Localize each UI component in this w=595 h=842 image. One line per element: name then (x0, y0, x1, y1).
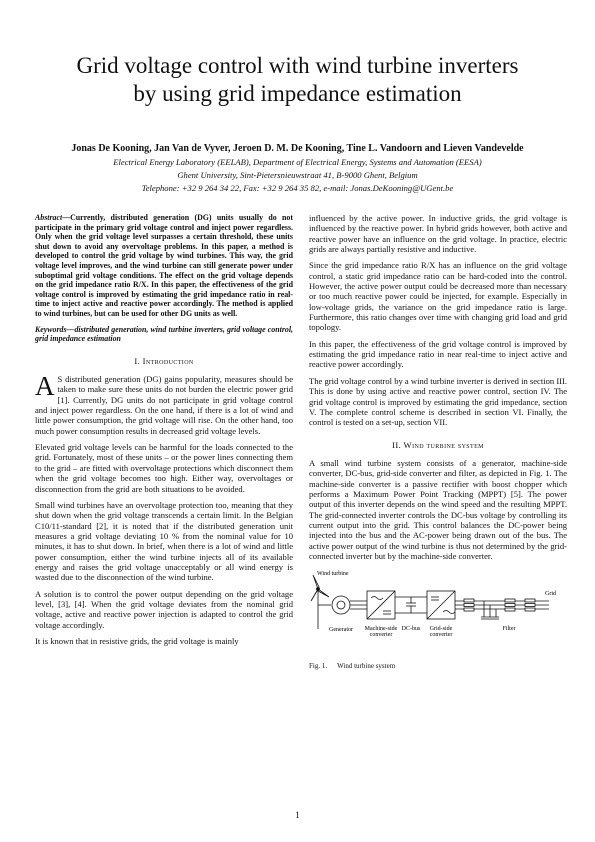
affiliation-university: Ghent University, Sint-Pietersnieuwstraat 41, B-9000 Ghent, Belgium (177, 170, 418, 180)
machine-side-converter-icon (367, 591, 395, 619)
label-grid-side-1: Grid-side (429, 626, 453, 633)
label-generator: Generator (329, 627, 353, 634)
section-heading-introduction: I. Introduction (134, 355, 194, 366)
wind-turbine-system-diagram (309, 567, 567, 659)
abstract-text: —Currently, distributed generation (DG) units usually do not participate in the primary grid voltage control and inject power regardless. Only when the grid voltage level surpasses a certain threshold, these units shut down to avoid any overvoltage problems. In this paper, a method is developed to control the grid voltage by wind turbines. This way, the grid voltage level improves, and the wind turbine can still generate power under suboptimal grid voltage conditions. The effect on the grid voltage depends on the grid impedance ratio R/X. In this paper, the effectiveness of the grid voltage control is improved by estimating the grid impedance ratio in real-time to inject active and reactive power accordingly. The method is applied to wind turbines, but can be used for other DG units as well. (35, 213, 293, 318)
author-list: Jonas De Kooning, Jan Van de Vyver, Jeroen D. M. De Kooning, Tine L. Vandoorn and Lieven Vandevelde (71, 143, 524, 154)
affiliation-contact: Telephone: +32 9 264 34 22, Fax: +32 9 264 35 82, e-mail: Jonas.DeKooning@UGent.be (141, 183, 454, 193)
abstract-label: Abstract (35, 213, 63, 222)
drop-cap: A (35, 371, 55, 402)
right-paragraph-4: The grid voltage control by a wind turbine inverter is derived in section III. This is done by using active and reactive power control, section IV. The grid voltage control is improved by estimating the grid impedance, section V. The complete control scheme is described in section VI. Finally, the control is tested on a set-up, section VII. (309, 375, 567, 428)
label-machine-side-1: Machine-side (364, 626, 398, 633)
dc-bus-icon (395, 597, 427, 613)
right-paragraph-3: In this paper, the effectiveness of the grid voltage control is improved by estimating the grid impedance ratio in near real-time to inject active and reactive power accordingly. (309, 338, 567, 370)
affiliation (30, 156, 565, 195)
label-dc-bus: DC-bus (401, 626, 421, 633)
title-line-1: Grid voltage control with wind turbine inverters (76, 53, 519, 78)
right-paragraph-2: Since the grid impedance ratio R/X has an influence on the grid voltage control, a static grid impedance ratio can be hard-coded into the control. However, the active power output could be decreased more than necessary or too much reactive power could be injected, for example. Especially in low-voltage grids, the variance on the grid impedance ratio is large. Furthermore, this ratio changes over time with changing grid load and grid topology. (309, 260, 567, 333)
left-column (35, 213, 293, 652)
figure-caption (309, 661, 567, 671)
section-heading-wind-turbine-system: II. Wind turbine system (392, 439, 484, 450)
generator-icon (318, 596, 367, 614)
right-paragraph-1: influenced by the active power. In inductive grids, the grid voltage is influenced by the reactive power. In hybrid grids however, both active and reactive power have an influence on the grid voltage. In practice, electric grids are always partially resistive and inductive. (309, 213, 567, 255)
figure-1 (309, 567, 567, 671)
right-paragraph-5: A small wind turbine system consists of a generator, machine-side converter, DC-bus, grid-side converter and filter, as depicted in Fig. 1. The machine-side converter is a passive rectifier with boost chopper which performs a Maximum Power Point Tracking (MPPT) [5]. The power output of this inverter depends on the wind speed and the resulting MPPT. The grid-connected inverter controls the DC-bus voltage by controlling its current output into the grid. This control balances the DC-power being injected into the bus and the AC-power being drawn out of the bus. The active power output of the wind turbine is thus not determined by the grid-connected inverter but by the machine-side converter. (309, 457, 567, 561)
label-filter: Filter (502, 626, 516, 633)
intro-paragraph-3: Small wind turbines have an overvoltage protection too, meaning that they shut down when the grid voltage transcends a certain limit. In the Belgian C10/11-standard [2], it is noted that if the distributed generation unit measures a grid voltage deviating 10 % from the nominal value for 10 minutes, it has to shut down. In brief, when there is a lot of wind and little power consumption, either the wind turbine injects all of its available energy and raises the grid voltage unacceptably or all wind energy is wasted due to the disconnection of the wind turbine. (35, 499, 293, 583)
intro-paragraph-1: A S distributed generation (DG) gains popularity, measures should be taken to make sure these units do not burden the electric power grid [1]. Currently, DG units do not participate in grid voltage control and inject power regardless. On the one hand, if there is a lot of wind and little power consumption, the grid voltage will rise. On the other hand, too much power consumption results in decreased grid voltage levels. (35, 371, 293, 436)
keywords (35, 325, 293, 344)
paper-title (40, 52, 555, 108)
keywords-text: —distributed generation, wind turbine inverters, grid voltage control, grid impedance estimation (35, 324, 293, 344)
keywords-label: Keywords (35, 324, 67, 334)
intro-paragraph-4: A solution is to control the power output depending on the grid voltage level, [3], [4]. When the grid voltage deviates from the nominal grid voltage, active and reactive power injection is adapted to control the grid voltage accordingly. (35, 588, 293, 630)
figure-caption-text: Wind turbine system (337, 662, 396, 671)
label-grid: Grid (545, 591, 556, 598)
label-grid-side-2: converter (429, 632, 453, 639)
intro-paragraph-2: Elevated grid voltage levels can be harmful for the loads connected to the grid. Fortunately, most of these units – or the power lines connecting them to the grid – are fitted with overvoltage protections which disconnect them when the grid voltage becomes too high. Either way, overvoltages or disconnection from the grid are both situations to be avoided. (35, 442, 293, 494)
abstract (35, 213, 293, 319)
label-wind-turbine: Wind turbine (317, 571, 349, 578)
figure-number: Fig. 1. (309, 662, 328, 671)
right-column (309, 213, 567, 672)
wind-turbine-icon (311, 575, 329, 629)
label-machine-side-2: converter (369, 632, 393, 639)
affiliation-lab: Electrical Energy Laboratory (EELAB), Department of Electrical Energy, Systems and Automation (EESA) (113, 157, 482, 167)
title-line-2: by using grid impedance estimation (133, 81, 462, 106)
intro-paragraph-5: It is known that in resistive grids, the grid voltage is mainly (35, 635, 239, 646)
page-number: 1 (295, 810, 300, 820)
